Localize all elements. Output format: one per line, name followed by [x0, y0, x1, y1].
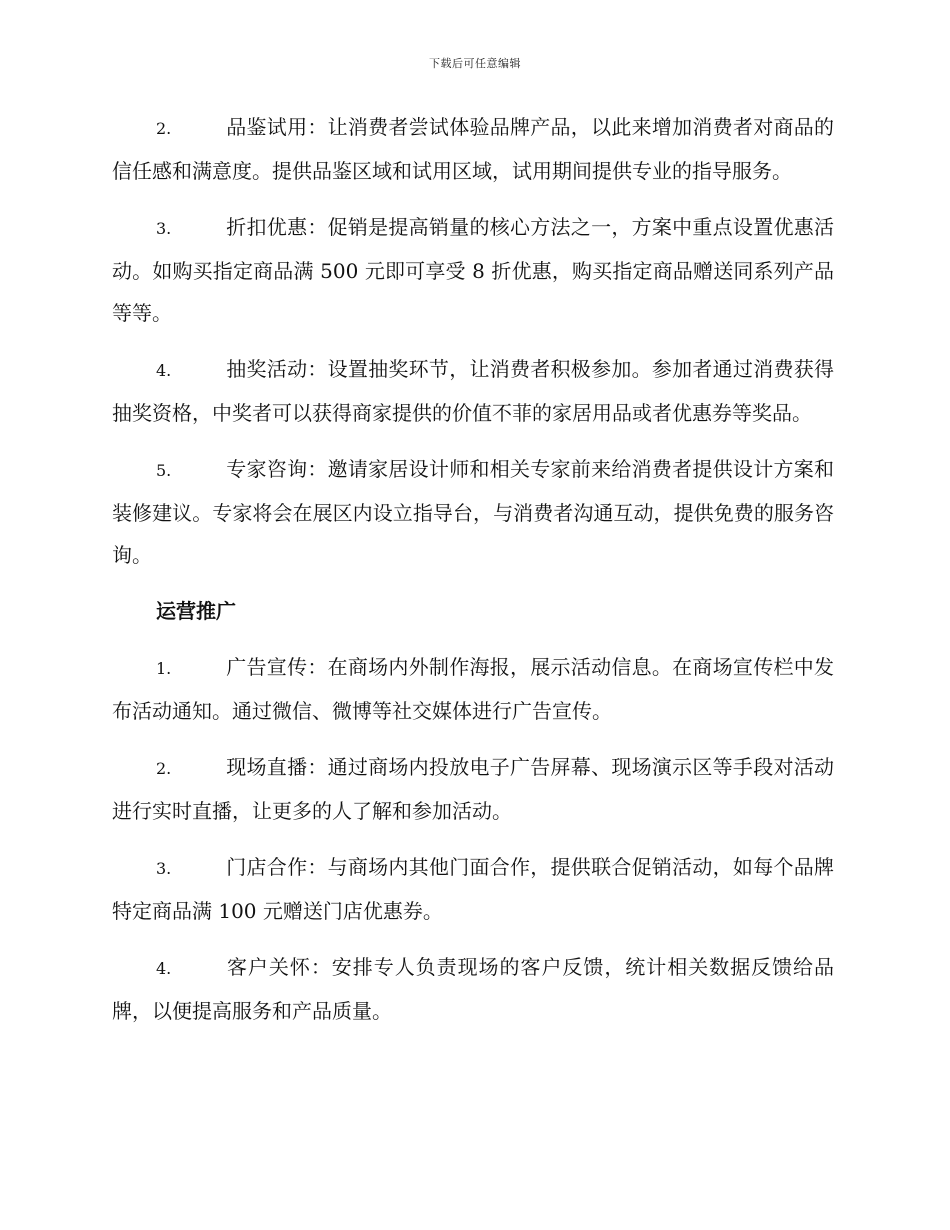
item-text: 客户关怀：安排专人负责现场的客户反馈，统计相关数据反馈给品牌，以便提高服务和产品质量。	[112, 955, 834, 1023]
item-text: 广告宣传：在商场内外制作海报，展示活动信息。在商场宣传栏中发布活动通知。通过微信、微博等社交媒体进行广告宣传。	[112, 655, 834, 723]
item-number: 3.	[156, 859, 172, 878]
list-item	[112, 746, 834, 832]
list-item	[112, 206, 834, 334]
item-number: 4.	[156, 361, 172, 380]
item-text: 折扣优惠：促销是提高销量的核心方法之一，方案中重点设置优惠活动。如购买指定商品满 500 元即可享受 8 折优惠，购买指定商品赠送同系列产品等等。	[112, 215, 834, 325]
list-item	[112, 448, 834, 576]
item-text: 品鉴试用：让消费者尝试体验品牌产品，以此来增加消费者对商品的信任感和满意度。提供品鉴区域和试用区域，试用期间提供专业的指导服务。	[112, 115, 834, 183]
item-number: 2.	[156, 759, 172, 778]
item-text: 专家咨询：邀请家居设计师和相关专家前来给消费者提供设计方案和装修建议。专家将会在展区内设立指导台，与消费者沟通互动，提供免费的服务咨询。	[112, 457, 834, 567]
section-heading: 运营推广	[156, 599, 236, 623]
list-item	[112, 946, 834, 1032]
item-number: 3.	[156, 219, 172, 238]
list-item	[112, 846, 834, 932]
list-item	[112, 106, 834, 192]
item-text: 现场直播：通过商场内投放电子广告屏幕、现场演示区等手段对活动进行实时直播，让更多的人了解和参加活动。	[112, 755, 834, 823]
item-number: 4.	[156, 959, 172, 978]
page-header: 下载后可任意编辑	[429, 57, 521, 70]
document-body	[112, 106, 834, 1046]
list-item	[112, 348, 834, 434]
item-text: 门店合作：与商场内其他门面合作，提供联合促销活动，如每个品牌特定商品满 100 元赠送门店优惠券。	[112, 855, 834, 923]
item-number: 1.	[156, 659, 172, 678]
item-text: 抽奖活动：设置抽奖环节，让消费者积极参加。参加者通过消费获得抽奖资格，中奖者可以获得商家提供的价值不菲的家居用品或者优惠券等奖品。	[112, 357, 834, 425]
item-number: 2.	[156, 119, 172, 138]
item-number: 5.	[156, 461, 172, 480]
list-item	[112, 646, 834, 732]
